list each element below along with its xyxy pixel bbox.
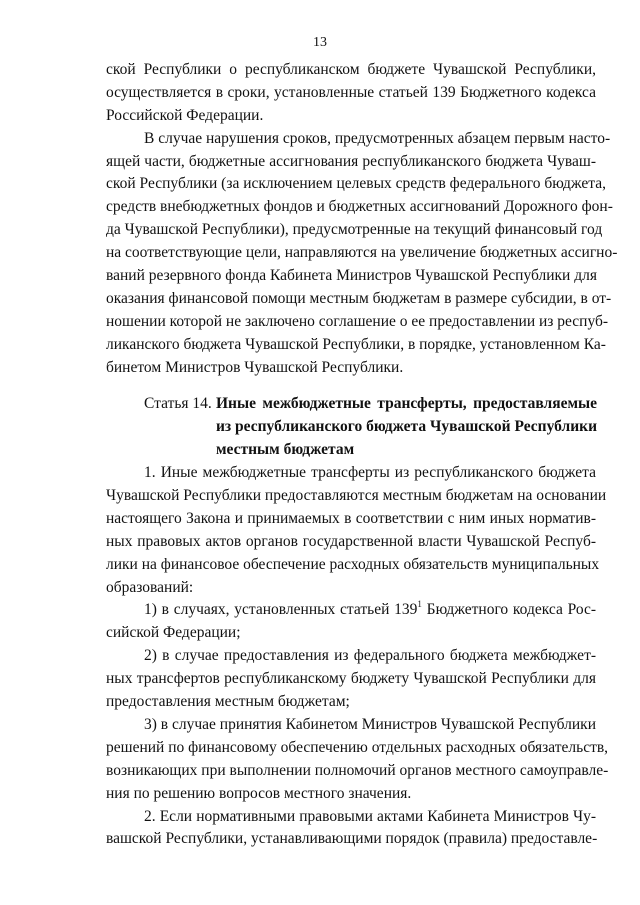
page-number: 13 xyxy=(313,35,327,50)
text-line: ния по решению вопросов местного значения. xyxy=(106,784,412,802)
list-item-1 xyxy=(106,599,596,645)
text-line: да Чувашской Республики), предусмотренные на текущий финансовый год xyxy=(106,221,603,239)
text-line: Российской Федерации. xyxy=(106,106,264,124)
intro-paragraph xyxy=(106,59,596,128)
text-line: ской Республики (за исключением целевых средств федерального бюджета, xyxy=(106,175,607,193)
text-line: лики на финансовое обеспечение расходных обязательств муниципальных xyxy=(106,555,600,573)
clause-1 xyxy=(106,462,607,599)
list-item-3 xyxy=(106,714,609,806)
text-line: осуществляется в сроки, установленные статьей 139 Бюджетного кодекса xyxy=(106,83,596,101)
clause-2 xyxy=(106,806,596,852)
article-title-line: местным бюджетам xyxy=(216,441,355,459)
article-title xyxy=(216,393,597,462)
text-line: ных правовых актов органов государственной власти Чувашской Респуб- xyxy=(106,532,596,550)
text-line: решений по финансовому обеспечению отдельных расходных обязательств, xyxy=(106,738,609,756)
text-line: ношении которой не заключено соглашение о ее предоставлении из респуб- xyxy=(106,312,609,330)
article-label: Статья 14. xyxy=(144,395,212,413)
text-line: на соответствующие цели, направляются на увеличение бюджетных ассигно- xyxy=(106,244,618,262)
article-heading xyxy=(106,393,596,462)
article-title-line: из республиканского бюджета Чувашской Республики xyxy=(216,418,598,436)
text-line: ской Республики о республиканском бюджете Чувашской Республики, xyxy=(106,61,596,78)
item-1-text-cont: Бюджетного кодекса Рос- xyxy=(421,601,596,619)
text-line: настоящего Закона и принимаемых в соответствии с ним иных норматив- xyxy=(106,509,596,527)
text-line: образований: xyxy=(106,578,194,596)
superscript: 1 xyxy=(417,599,422,610)
text-line: сийской Федерации; xyxy=(106,624,241,642)
text-line: ликанского бюджета Чувашской Республики, в порядке, установленном Ка- xyxy=(106,335,606,353)
violation-paragraph xyxy=(106,128,618,380)
text-line: 1. Иные межбюджетные трансферты из республиканского бюджета xyxy=(144,464,596,482)
document-body xyxy=(106,59,618,851)
text-line: В случае нарушения сроков, предусмотренных абзацем первым насто- xyxy=(144,129,611,147)
item-1-text: 1) в случаях, установленных статьей 139 xyxy=(144,601,418,619)
text-line: возникающих при выполнении полномочий органов местного самоуправле- xyxy=(106,761,609,779)
text-line: предоставления местным бюджетам; xyxy=(106,693,350,711)
text-line: 2. Если нормативными правовыми актами Кабинета Министров Чу- xyxy=(144,807,596,825)
text-line: вашской Республики, устанавливающими порядок (правила) предоставле- xyxy=(106,830,598,848)
text-line: ваний резервного фонда Кабинета Министров Чувашской Республики для xyxy=(106,267,597,285)
text-line: оказания финансовой помощи местным бюджетам в размере субсидии, в от- xyxy=(106,289,612,307)
text-line: бинетом Министров Чувашской Республики. xyxy=(106,358,404,376)
text-line: Чувашской Республики предоставляются местным бюджетам на основании xyxy=(106,487,607,505)
text-line: ящей части, бюджетные ассигнования республиканского бюджета Чуваш- xyxy=(106,152,596,170)
list-item-2 xyxy=(106,645,596,714)
text-line: ных трансфертов республиканскому бюджету Чувашской Республики для xyxy=(106,670,596,688)
text-line: 3) в случае принятия Кабинетом Министров Чувашской Республики xyxy=(144,715,596,733)
article-title-line: Иные межбюджетные трансферты, предоставляемые xyxy=(216,395,598,413)
spacer xyxy=(106,379,596,393)
text-line xyxy=(106,599,596,622)
text-line: средств внебюджетных фондов и бюджетных ассигнований Дорожного фон- xyxy=(106,198,613,216)
text-line: 2) в случае предоставления из федерального бюджета межбюджет- xyxy=(144,647,596,665)
